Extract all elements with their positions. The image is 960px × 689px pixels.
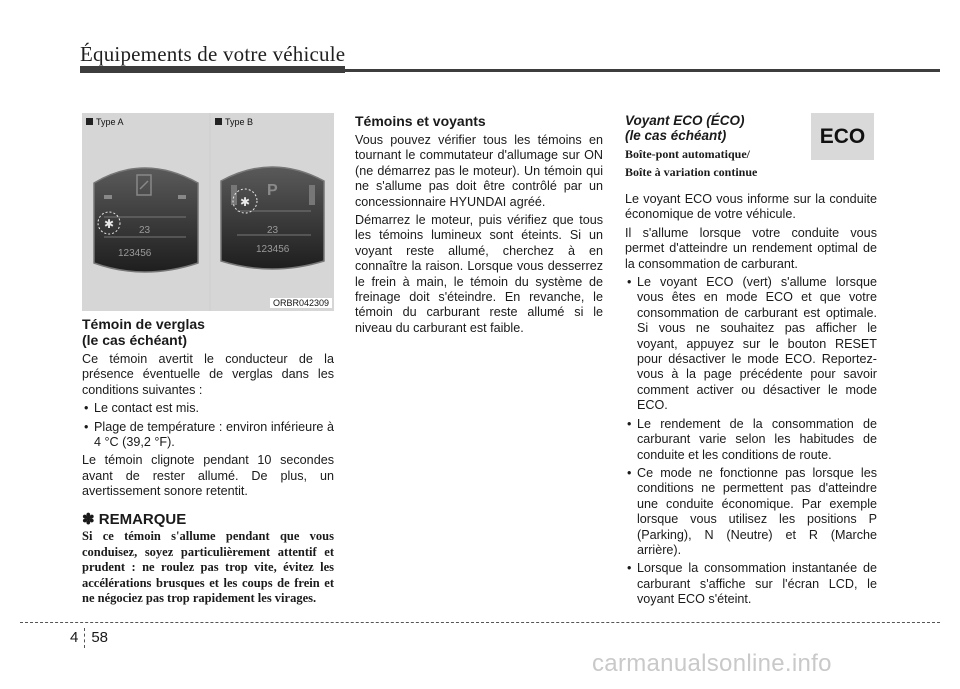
eco-transmission-line-1: Boîte-pont automatique/: [625, 147, 751, 161]
type-a-label: Type A: [86, 117, 124, 127]
eco-paragraph-2: Il s'allume lorsque votre conduite vous permet d'atteindre un rendement optimal de la consommation de carburant.: [625, 225, 877, 271]
svg-text:123456: 123456: [118, 248, 152, 259]
warning-lights-paragraph-2: Démarrez le moteur, puis vérifiez que tous les témoins lumineux sont éteints. Si un voyant reste allumé, cherchez à en connaître la raison. Lorsque vous desserrez le frein à main, le témoin du système de freinage doit s'éteindre. En revanche, le témoin du carburant reste allumé si le niveau du carburant est faible.: [355, 213, 603, 335]
list-item: • Plage de température : environ inférieure à 4 °C (39,2 °F).: [84, 419, 334, 450]
panel-type-a: [82, 113, 209, 311]
list-item: • Le rendement de la consommation de carburant varie selon les habitudes de conduite et les conditions de route.: [627, 416, 877, 462]
svg-text:P: P: [267, 182, 278, 199]
eco-indicator-icon: ECO: [811, 113, 874, 160]
snowflake-icon: ✱: [240, 195, 251, 209]
ice-warning-after: Le témoin clignote pendant 10 secondes avant de rester allumé. De plus, un avertissement sonore retentit.: [82, 453, 334, 499]
note-text: Si ce témoin s'allume pendant que vous conduisez, soyez particulièrement attentif et prudent : ne roulez pas trop vite, évitez les accélérations brusques et les coups de frein et ne négociez pas trop rapidement les virages.: [82, 529, 334, 606]
middle-column: [355, 113, 603, 339]
svg-text:23: 23: [139, 225, 151, 236]
right-column: [625, 113, 877, 611]
left-column: [82, 316, 334, 607]
instrument-cluster-figure: [82, 113, 334, 311]
footer-rule: [20, 622, 940, 623]
snowflake-icon: ✱: [104, 217, 115, 231]
watermark: carmanualsonline.info: [592, 650, 832, 677]
svg-text:23: 23: [267, 225, 279, 236]
page-number: 4 58: [70, 628, 108, 648]
list-item: • Le contact est mis.: [84, 401, 199, 416]
warning-lights-paragraph-1: Vous pouvez vérifier tous les témoins en tournant le commutateur d'allumage sur ON (ne démarrez pas le moteur). Un témoin qui ne s'allume pas doit être contrôlé par un concessionnaire HYUNDAI agréé.: [355, 133, 603, 209]
note-title: ✽ REMARQUE: [82, 510, 187, 528]
list-item: • Ce mode ne fonctionne pas lorsque les conditions ne permettent pas d'atteindre une conduite économique. Par exemple lorsque vous utilisez les positions P (Parking), N (Neutre) et R (Marche arrière).: [627, 465, 877, 557]
eco-indicator-heading: Voyant ECO (ÉCO) (le cas échéant): [625, 113, 745, 143]
eco-transmission-line-2: Boîte à variation continue: [625, 165, 758, 179]
list-item: • Le voyant ECO (vert) s'allume lorsque vous êtes en mode ECO et que votre consommation de carburant est optimale. Si vous ne souhaitez pas afficher le voyant, appuyez sur le bouton RESET pour désactiver le mode ECO. Reportez-vous à la page précédente pour savoir comment activer ou désactiver le mode ECO.: [627, 275, 877, 413]
header-rule: [345, 69, 940, 72]
ice-warning-intro: Ce témoin avertit le conducteur de la présence éventuelle de verglas dans les conditions suivantes :: [82, 352, 334, 397]
list-item: • Lorsque la consommation instantanée de carburant s'affiche sur l'écran LCD, le voyant ECO s'éteint.: [627, 561, 877, 607]
cluster-b-illustration: [211, 113, 334, 311]
warning-lights-heading: Témoins et voyants: [355, 113, 486, 129]
svg-text:123456: 123456: [256, 244, 290, 255]
type-b-label: Type B: [215, 117, 253, 127]
ice-warning-heading: Témoin de verglas (le cas échéant): [82, 316, 205, 348]
note-star-icon: ✽: [82, 510, 95, 528]
cluster-a-illustration: [82, 113, 209, 311]
figure-code: ORBR042309: [270, 298, 332, 308]
header-rule-dark: [80, 66, 345, 73]
eco-paragraph-1: Le voyant ECO vous informe sur la conduite économique de votre véhicule.: [625, 192, 877, 222]
panel-type-b: [211, 113, 334, 311]
page-header-title: Équipements de votre véhicule: [80, 42, 346, 66]
